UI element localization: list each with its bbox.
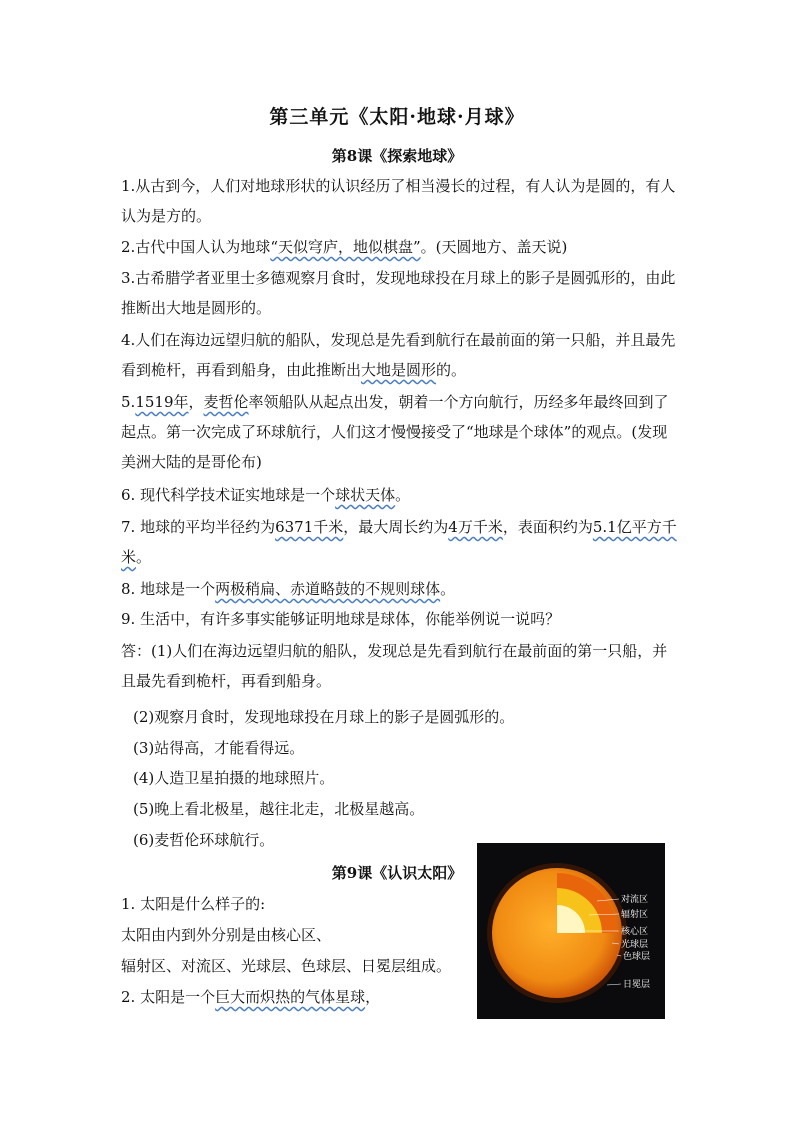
text: 5. [121,393,136,411]
underlined-text: 4万千米 [448,518,503,536]
text: 4.人们在海边远望归航的船队，发现总是先看到航行在最前面的第一只船，并且最先看到桅杆，再看到船身，由此推断出 [121,331,676,379]
sun-structure-diagram [477,843,665,1019]
lesson-9-title: 第9课《认识太阳》 [331,864,463,882]
label-photosphere: 光球层 [621,940,649,950]
lesson-8-title: 第8课《探索地球》 [331,147,463,165]
paragraph-7 [121,512,681,572]
underlined-text: 5.1亿平方千米 [121,518,677,566]
underlined-text: 球状天体 [335,486,396,504]
label-core: 核心区 [621,927,649,937]
underlined-text: 1519年 [135,393,189,411]
paragraph-5 [121,387,681,477]
text: 率领船队从起点出发，朝着一个方向航行，历经多年最终回到了起点。第一次完成了环球航行，人们这才慢慢接受了“地球是个球体”的观点。(发现美洲大陆的是哥伦布) [121,393,669,471]
label-convection: 对流区 [621,895,649,905]
paragraph-4 [121,325,681,385]
answer-3: (3)站得高，才能看得远。 [133,739,305,757]
underlined-text: 巨大而炽热的气体星球 [215,988,366,1006]
label-chromosphere: 色球层 [623,952,651,962]
text: 6. 现代科学技术证实地球是一个 [121,486,336,504]
text: ，表面积约为 [502,518,593,536]
answer-4: (4)人造卫星拍摄的地球照片。 [133,769,335,787]
paragraph-8 [121,574,681,604]
label-line [607,984,621,985]
text: 。 [395,486,411,504]
text: 的。 [436,361,467,379]
text: 7. 地球的平均半径约为 [121,518,276,536]
answer-6: (6)麦哲伦环球航行。 [133,831,275,849]
paragraph-1: 1.从古到今，人们对地球形状的认识经历了相当漫长的过程，有人认为是圆的，有人认为是方的。 [121,177,676,225]
answer-1: 答：(1)人们在海边远望归航的船队，发现总是先看到航行在最前面的第一只船，并且最先看到桅杆，再看到船身。 [121,642,668,690]
unit-title: 第三单元《太阳·地球·月球》 [269,106,525,128]
text: 。(天圆地方、盖天说) [420,238,568,256]
text: ，最大周长约为 [343,518,449,536]
paragraph-2 [121,232,681,262]
text: 。 [440,580,456,598]
text: 。 [136,548,152,566]
question-9: 9. 生活中，有许多事实能够证明地球是球体，你能举例说一说吗？ [121,610,561,628]
answer-5: (5)晚上看北极星，越往北走，北极星越高。 [133,800,425,818]
text: 2.古代中国人认为地球 [121,238,271,256]
lesson-9-paragraph-1b: 太阳由内到外分别是由核心区、 [121,926,332,944]
underlined-text: 两极稍扁、赤道略鼓的不规则球体 [215,580,441,598]
underlined-text: “天似穹庐，地似棋盘” [270,238,421,256]
underlined-text: 大地是圆形 [361,361,437,379]
text: ， [188,393,204,411]
lesson-9-paragraph-1c: 辐射区、对流区、光球层、色球层、日冕层组成。 [121,957,452,975]
text: 2. 太阳是一个 [121,988,216,1006]
label-radiation: 辐射区 [621,910,649,920]
label-corona: 日冕层 [623,980,651,990]
underlined-text: 麦哲伦 [203,393,249,411]
text: 8. 地球是一个 [121,580,216,598]
paragraph-6 [121,480,681,510]
answer-2: (2)观察月食时，发现地球投在月球上的影子是圆弧形的。 [133,708,515,726]
lesson-9-paragraph-2 [121,982,461,1012]
paragraph-3: 3.古希腊学者亚里士多德观察月食时，发现地球投在月球上的影子是圆弧形的，由此推断出大地是圆形的。 [121,269,676,317]
sun-illustration [477,843,665,1019]
text: ， [365,988,381,1006]
underlined-text: 6371千米 [275,518,344,536]
lesson-9-paragraph-1: 1. 太阳是什么样子的: [121,895,266,913]
